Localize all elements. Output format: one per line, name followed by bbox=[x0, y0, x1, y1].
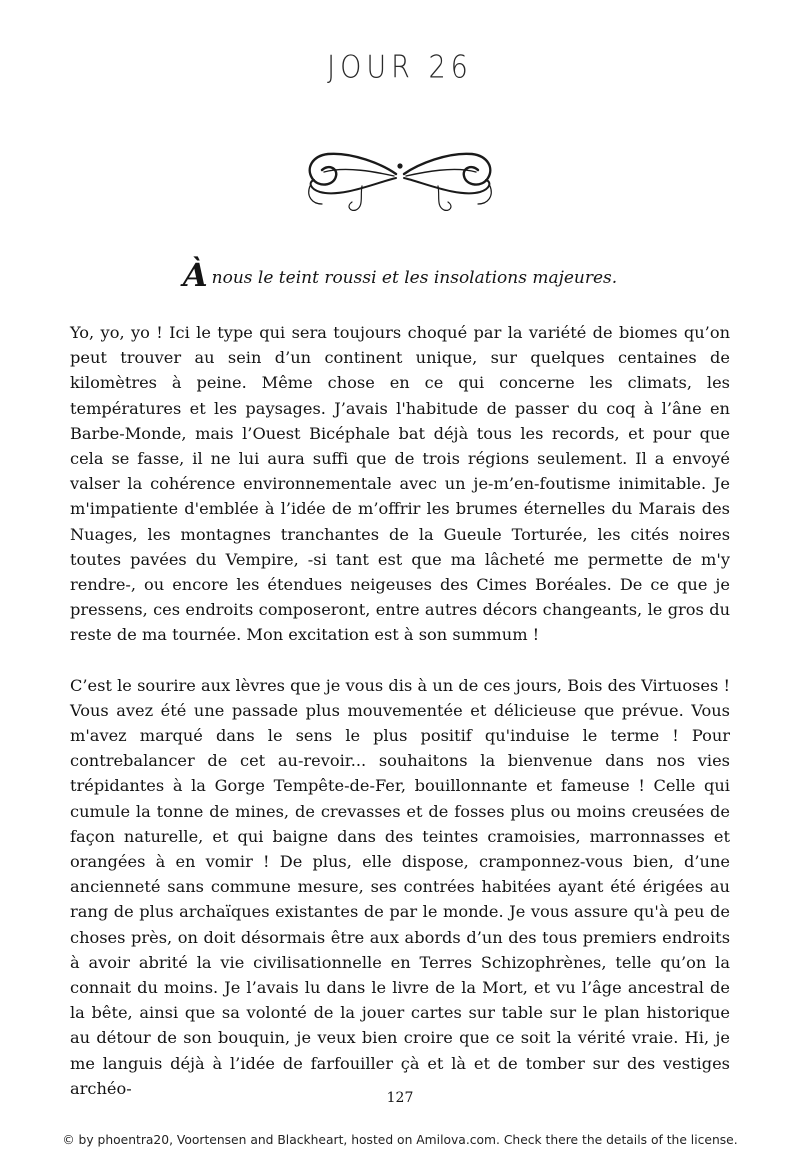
paragraph-1: Yo, yo, yo ! Ici le type qui sera toujours choqué par la variété de biomes qu’on peut trouver au sein d’un continent unique, sur quelques centaines de kilomètres à peine. Même chose en ce qui concerne les climats, les températures et les paysages. J’avais l'habitude de passer du coq à l’âne en Barbe-Monde, mais l’Ouest Bicéphale bat déjà tous les records, et pour que cela se fasse, il ne lui aura suffi que de trois régions seulement. Il a envoyé valser la cohérence environnementale avec un je-m’en-foutisme inimitable. Je m'impatiente d'emblée à l’idée de m’offrir les brumes éternelles du Marais des Nuages, les montagnes tranchantes de la Gueule Torturée, les cités noires toutes pavées du Vempire, -si tant est que ma lâcheté me permette de m'y rendre-, ou encore les étendues neigeuses des Cimes Boréales. De ce que je pressens, ces endroits composeront, entre autres décors changeants, le gros du reste de ma tournée. Mon excitation est à son summum ! bbox=[70, 323, 730, 645]
license-footer: © by phoentra20, Voortensen and Blackheart, hosted on Amilova.com. Check there the details of the license. bbox=[62, 1133, 738, 1147]
page-number: 127 bbox=[386, 1090, 414, 1106]
chapter-title: JOUR 26 bbox=[327, 49, 473, 86]
epigraph bbox=[0, 256, 800, 294]
body-text bbox=[70, 320, 730, 1101]
dropcap: À bbox=[182, 256, 208, 294]
flourish-ornament-icon bbox=[302, 146, 498, 216]
paragraph-2: C’est le sourire aux lèvres que je vous dis à un de ces jours, Bois des Virtuoses ! Vous avez été une passade plus mouvementée et délicieuse que prévue. Vous m'avez marqué dans le sens le plus positif qu'induise le terme ! Pour contrebalancer de cet au-revoir... souhaitons la bienvenue dans nos vies trépidantes à la Gorge Tempête-de-Fer, bouillonnante et fameuse ! Celle qui cumule la tonne de mines, de crevasses et de fosses plus ou moins creusées de façon naturelle, et qui baigne dans des teintes cramoisies, marronnasses et orangées à en vomir ! De plus, elle dispose, cramponnez-vous bien, d’une ancienneté sans commune mesure, ses contrées habitées ayant été érigées au rang de plus archaïques existantes de par le monde. Je vous assure qu'à peu de choses près, on doit désormais être aux abords d’un des tous premiers endroits à avoir abrité la vie civilisationnelle en Terres Schizophrènes, telle qu’on la connait du moins. Je l’avais lu dans le livre de la Mort, et vu l’âge ancestral de la bête, ainsi que sa volonté de la jouer cartes sur table sur le plan historique au détour de son bouquin, je veux bien croire que ce soit la vérité vraie. Hi, je me languis déjà à l’idée de farfouiller çà et là et de tomber sur des vestiges archéo- bbox=[70, 675, 730, 1098]
epigraph-text: nous le teint roussi et les insolations majeures. bbox=[211, 268, 618, 288]
